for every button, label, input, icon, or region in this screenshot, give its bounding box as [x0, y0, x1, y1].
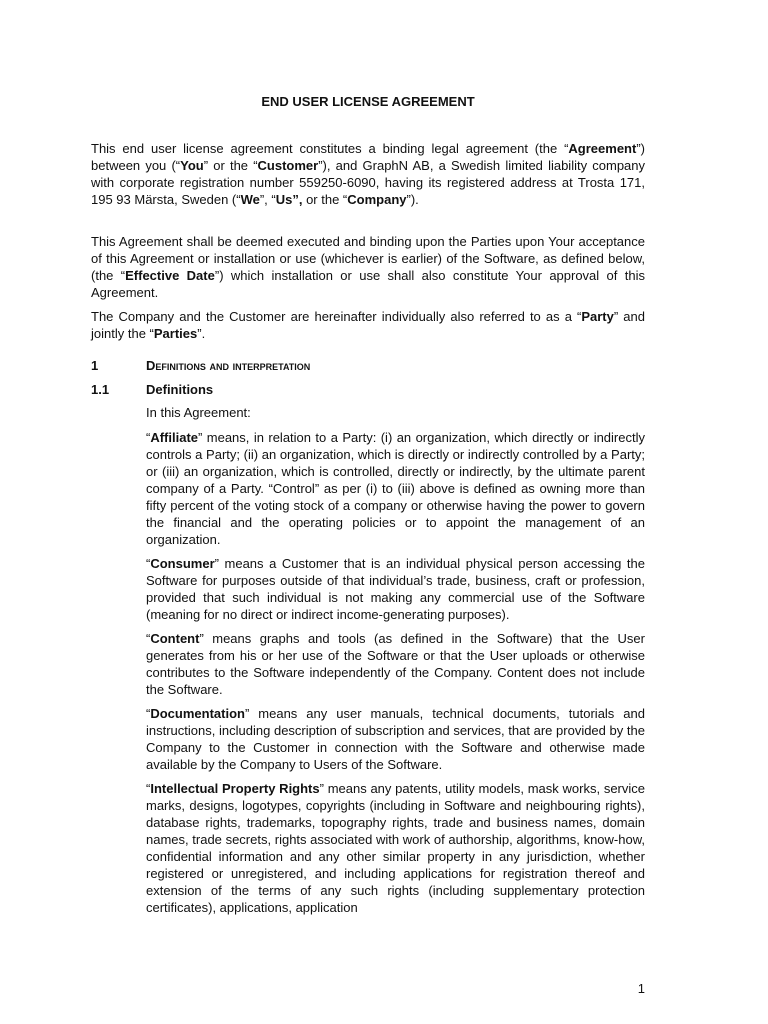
document-title: END USER LICENSE AGREEMENT: [261, 94, 475, 109]
definition-documentation: “Documentation” means any user manuals, technical documents, tutorials and instructions, including description of subscription and services, that are provided by the Company to the Customer in connection with the Software and otherwise made available by the Company to Users of the Software.: [146, 706, 645, 772]
intro-paragraph-party-definitions: The Company and the Customer are hereinafter individually also referred to as a “Party” and jointly the “Parties”.: [91, 309, 645, 341]
definition-consumer: “Consumer” means a Customer that is an individual physical person accessing the Software for purposes outside of that individual’s trade, business, craft or profession, provided that such individual is not making any commercial use of the Software (meaning for no direct or indirect income-generating purposes).: [146, 556, 645, 622]
page-number: 1: [637, 981, 645, 996]
definition-content: “Content” means graphs and tools (as defined in the Software) that the User generates from his or her use of the Software or that the User uploads or otherwise contributes to the Software independently of the Company. Content does not include the Software.: [146, 631, 645, 697]
section-number: 1: [91, 358, 99, 373]
subsection-heading: Definitions: [146, 382, 214, 397]
definitions-lead: In this Agreement:: [146, 405, 251, 420]
intro-paragraph-parties: This end user license agreement constitutes a binding legal agreement (the “Agreement”) between you (“You” or the “Customer”), and GraphN AB, a Swedish limited liability company with corporate registration number 559250-6090, having its registered address at Trosta 171, 195 93 Märsta, Sweden (“We”, “Us”, or the “Company”).: [91, 141, 646, 207]
definition-intellectual-property-rights: “Intellectual Property Rights” means any patents, utility models, mask works, service marks, designs, logotypes, copyrights (including in Software and neighbouring rights), database rights, trademarks, topography rights, trade and business names, domain names, trade secrets, rights associated with work of authorship, algorithms, know-how, confidential information and any other similar property in any jurisdiction, whether registered or unregistered, and including applications for registration thereof and extension of the terms of any such rights (including supplementary protection certificates), applications, application: [146, 781, 645, 915]
intro-paragraph-effective-date: This Agreement shall be deemed executed and binding upon the Parties upon Your acceptance of this Agreement or installation or use (whichever is earlier) of the Software, as defined below, (the “Effective Date”) which installation or use shall also constitute Your approval of this Agreement.: [91, 234, 645, 300]
definition-affiliate: “Affiliate” means, in relation to a Party: (i) an organization, which directly or indirectly controls a Party; (ii) an organization, which is directly or indirectly controlled by a Party; or (iii) an organization, which is controlled, directly or indirectly, by the ultimate parent company of a Party. “Control” as per (i) to (iii) above is defined as owning more than fifty percent of the voting stock of a company or otherwise having the power to govern the financial and the operating policies or to appoint the management of an organization.: [146, 430, 645, 547]
subsection-number: 1.1: [91, 382, 110, 397]
section-heading: Definitions and interpretation: [146, 358, 311, 373]
